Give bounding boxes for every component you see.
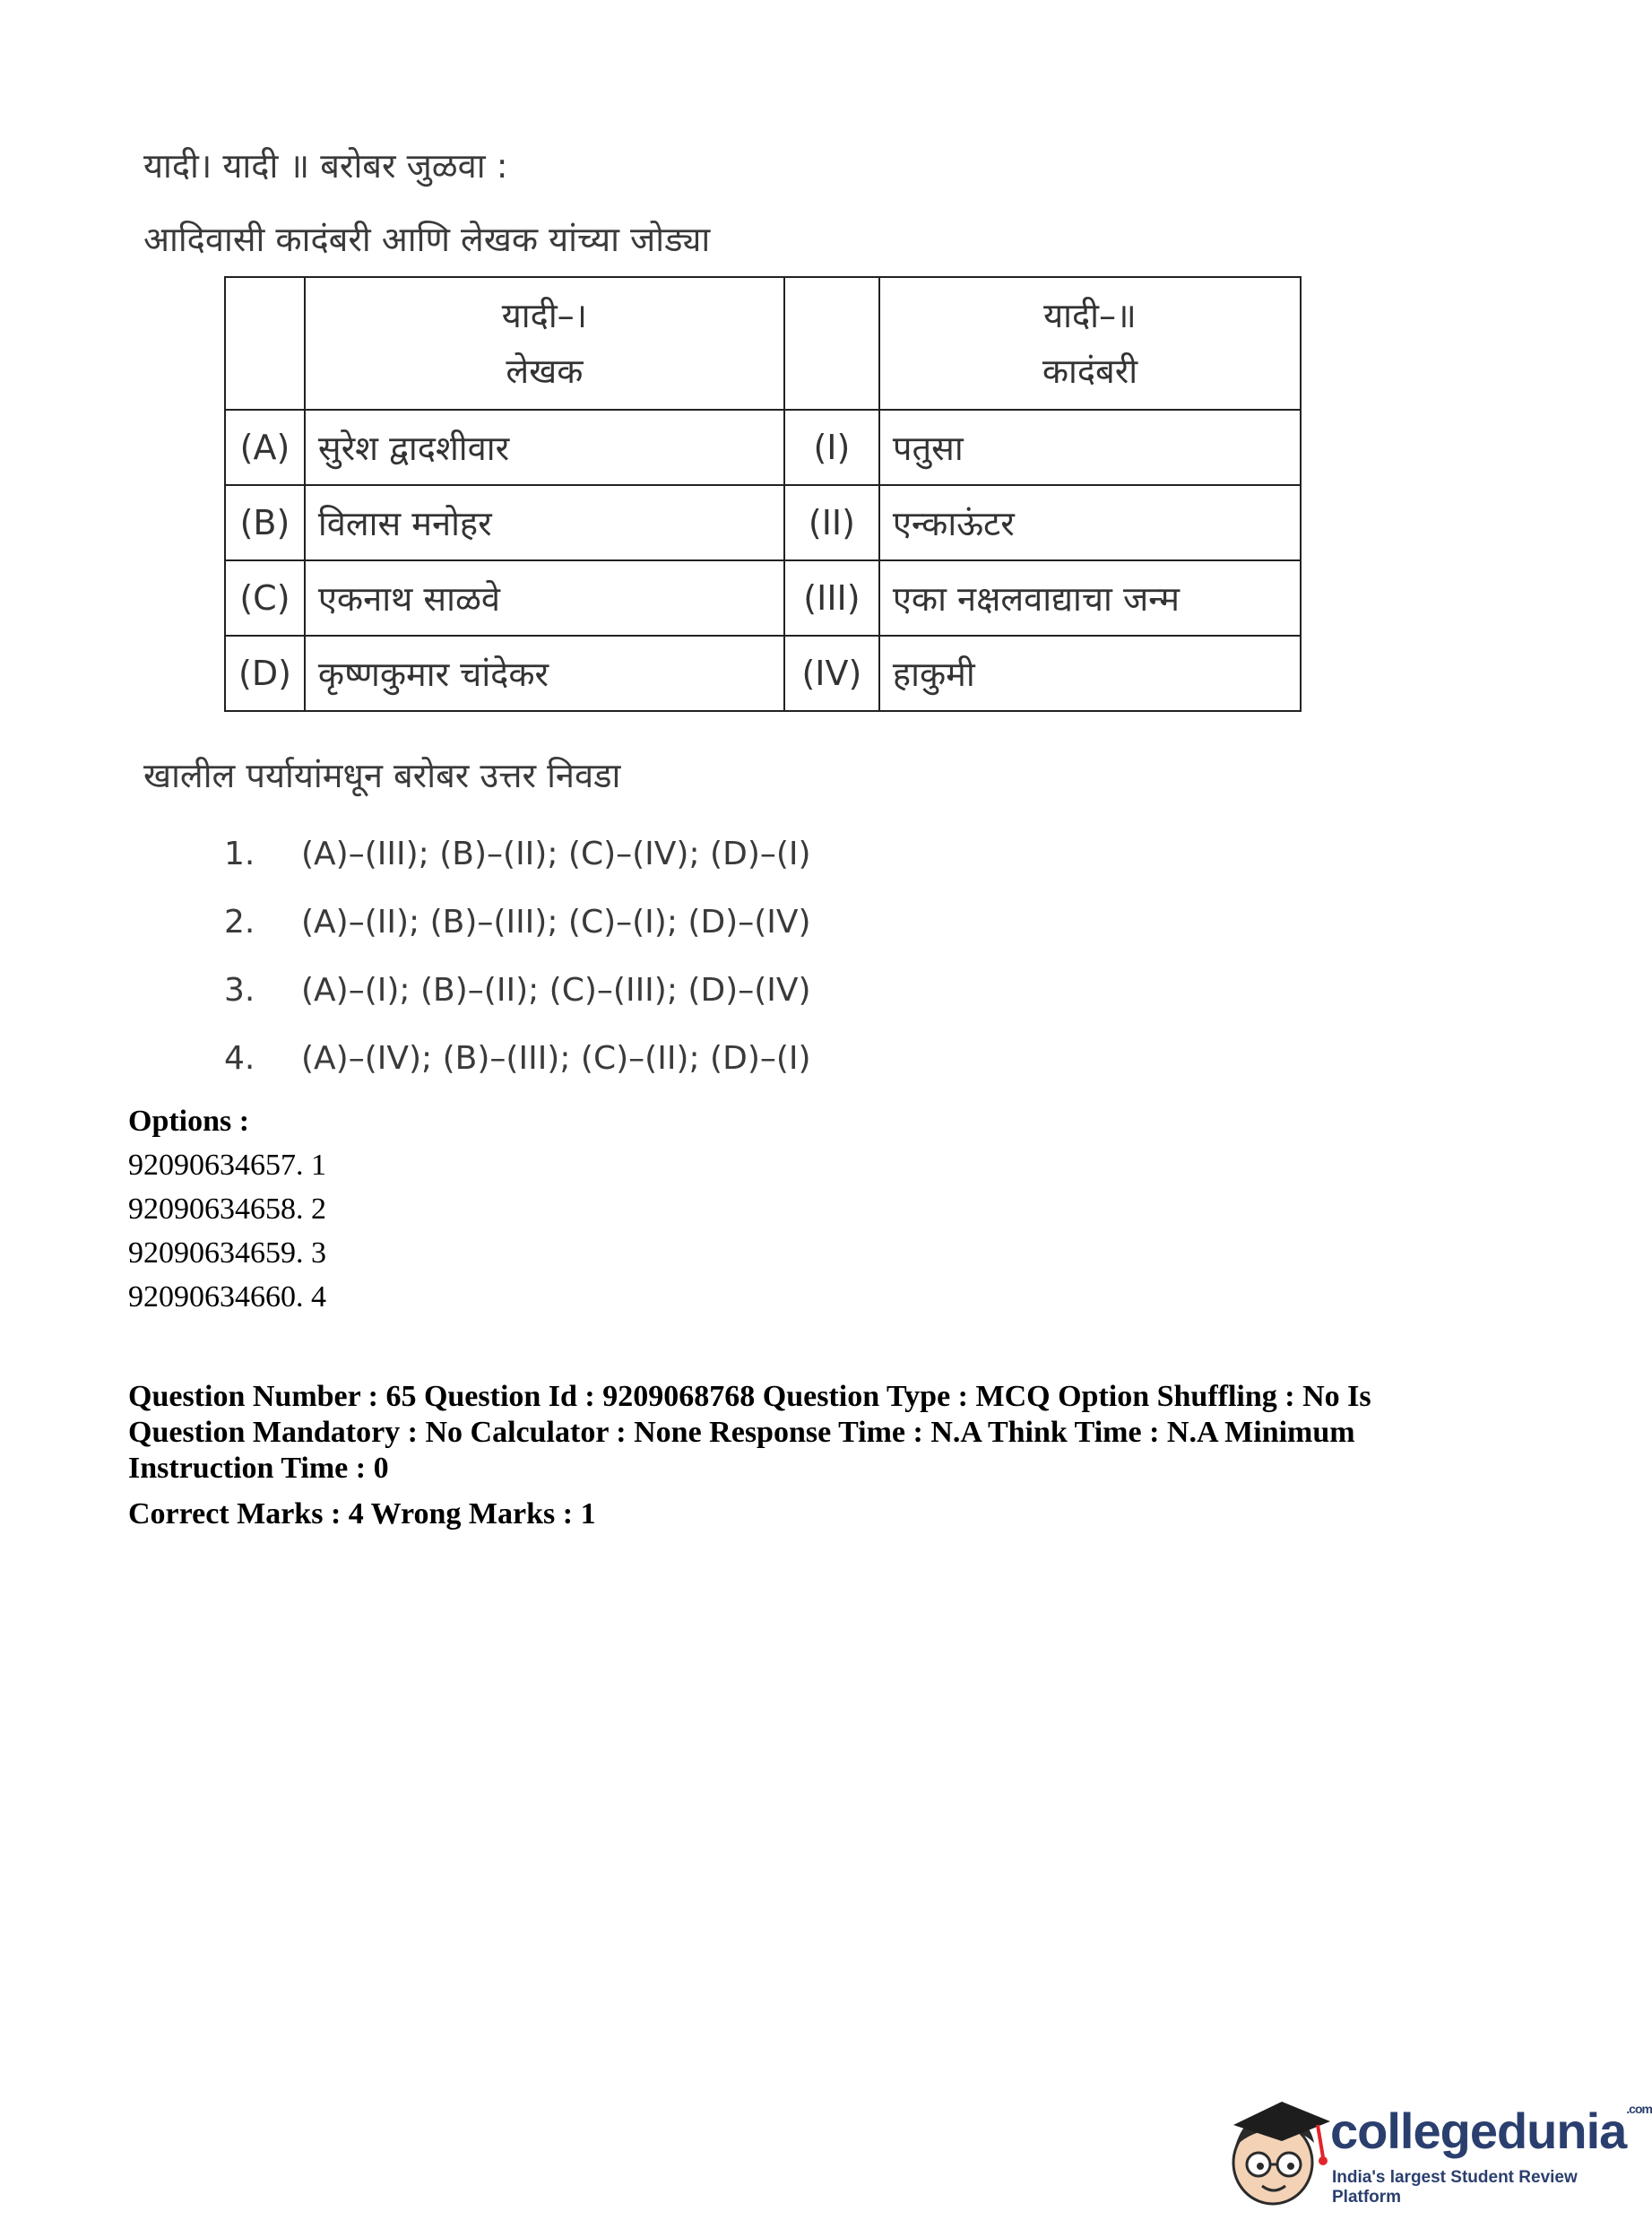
table-row — [225, 410, 1301, 485]
row-novel: एन्काऊंटर — [879, 485, 1301, 560]
choice-item — [224, 888, 811, 956]
options-label: Options : — [128, 1105, 250, 1138]
choice-text: (A)–(II); (B)–(III); (C)–(I); (D)–(IV) — [301, 903, 811, 941]
choice-item — [224, 956, 811, 1024]
choice-number: 4. — [224, 1039, 255, 1077]
option-item: 92090634658. 2 — [128, 1192, 326, 1226]
choice-text: (A)–(III); (B)–(II); (C)–(IV); (D)–(I) — [301, 835, 811, 872]
choice-text: (A)–(I); (B)–(II); (C)–(III); (D)–(IV) — [301, 971, 811, 1009]
choice-number: 3. — [224, 971, 255, 1009]
list-2-header — [879, 277, 1301, 410]
question-meta: Question Number : 65 Question Id : 9209068768 Question Type : MCQ Option Shuffling : No Is Question Mandatory : No Calculator : None Response Time : N.A Think Time : N.A Minimum Instruction Time : 0 — [128, 1380, 1371, 1485]
collegedunia-logo — [1219, 2089, 1652, 2215]
list-1-title: यादी–। — [501, 296, 588, 335]
marks-info: Correct Marks : 4 Wrong Marks : 1 — [128, 1497, 596, 1531]
table-row — [225, 485, 1301, 560]
row-author: सुरेश द्वादशीवार — [305, 410, 784, 485]
row-novel: एका नक्षलवाद्याचा जन्म — [879, 560, 1301, 636]
row-num: (IV) — [784, 636, 879, 711]
choice-text: (A)–(IV); (B)–(III); (C)–(II); (D)–(I) — [301, 1039, 811, 1077]
choice-item — [224, 1024, 811, 1092]
instruction-text: खालील पर्यायांमधून बरोबर उत्तर निवडा — [143, 756, 621, 795]
row-letter: (D) — [225, 636, 305, 711]
row-letter: (C) — [225, 560, 305, 636]
row-letter: (B) — [225, 485, 305, 560]
option-item: 92090634659. 3 — [128, 1236, 326, 1270]
options-block — [128, 1099, 1527, 1319]
list-1-header — [305, 277, 784, 410]
row-novel: पतुसा — [879, 410, 1301, 485]
choice-number: 2. — [224, 903, 255, 941]
table-header-row — [225, 277, 1301, 410]
row-num: (I) — [784, 410, 879, 485]
choice-item — [224, 819, 811, 888]
option-item: 92090634660. 4 — [128, 1280, 326, 1314]
list-2-title: यादी–॥ — [1043, 296, 1137, 335]
logo-name: collegedunia — [1330, 2103, 1627, 2159]
row-num: (III) — [784, 560, 879, 636]
list-1-subtitle: लेखक — [506, 351, 584, 391]
question-subheading: आदिवासी कादंबरी आणि लेखक यांच्या जोड्या — [143, 220, 711, 259]
row-novel: हाकुमी — [879, 636, 1301, 711]
option-item: 92090634657. 1 — [128, 1149, 326, 1182]
choice-number: 1. — [224, 835, 255, 872]
choice-list — [224, 819, 811, 1092]
table-row — [225, 636, 1301, 711]
match-table — [224, 276, 1302, 712]
logo-suffix: .com — [1626, 2102, 1652, 2116]
row-num: (II) — [784, 485, 879, 560]
logo-tagline: India's largest Student Review Platform — [1332, 2168, 1578, 2207]
row-author: कृष्णकुमार चांदेकर — [305, 636, 784, 711]
row-author: विलास मनोहर — [305, 485, 784, 560]
mascot-icon — [1219, 2089, 1336, 2215]
row-letter: (A) — [225, 410, 305, 485]
list-2-subtitle: कादंबरी — [1042, 351, 1138, 391]
row-author: एकनाथ साळवे — [305, 560, 784, 636]
table-row — [225, 560, 1301, 636]
question-heading: यादी। यादी ॥ बरोबर जुळवा : — [143, 146, 508, 186]
